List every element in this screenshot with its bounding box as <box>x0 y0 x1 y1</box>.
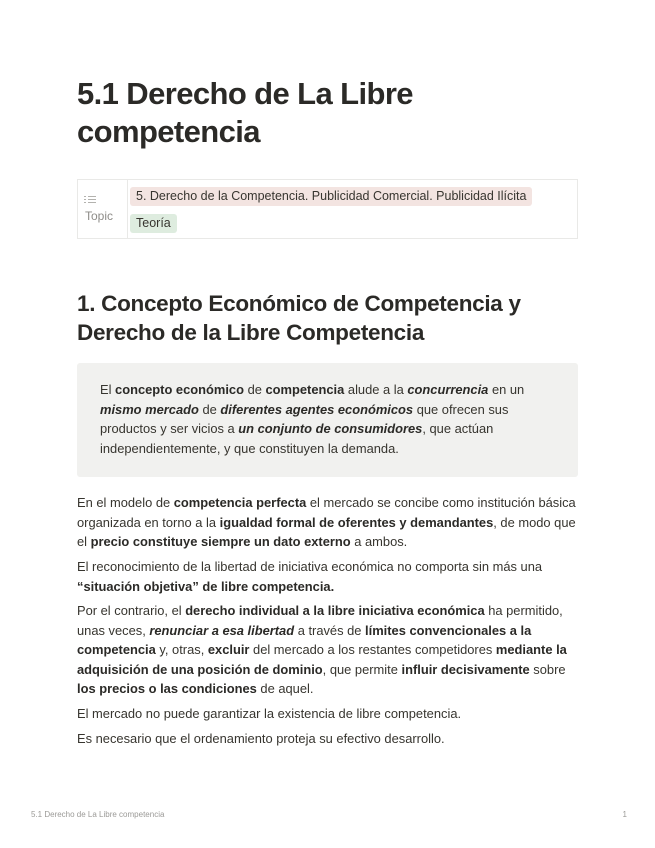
paragraph-competencia-perfecta: En el modelo de competencia perfecta el mercado se concibe como institución básica organizada en torno a la igualdad formal de oferentes y demandantes, de modo que el precio constituye siempre un dato externo a ambos. <box>77 495 576 549</box>
footer-title: 5.1 Derecho de La Libre competencia <box>31 810 165 819</box>
page-title: 5.1 Derecho de La Libre competencia <box>77 76 413 149</box>
property-label: Topic <box>85 209 114 223</box>
topic-tag-type[interactable]: Teoría <box>130 214 177 233</box>
property-key-topic <box>78 180 128 238</box>
page-number: 1 <box>622 810 627 819</box>
callout-block <box>77 363 578 477</box>
list-icon <box>84 196 96 206</box>
topic-tag-chapter[interactable]: 5. Derecho de la Competencia. Publicidad Comercial. Publicidad Ilícita <box>130 187 532 206</box>
callout-text: El concepto económico de competencia alude a la concurrencia en un mismo mercado de diferentes agentes económicos que ofrecen sus productos y ser vicios a un conjunto de consumidores, que actúan independientemente, y que constituyen la demanda. <box>100 382 525 456</box>
paragraph-ordenamiento: Es necesario que el ordenamiento proteja su efectivo desarrollo. <box>77 731 445 746</box>
section-heading: 1. Concepto Económico de Competencia y Derecho de la Libre Competencia <box>77 291 521 345</box>
paragraph-por-el-contrario: Por el contrario, el derecho individual a la libre iniciativa económica ha permitido, unas veces, renunciar a esa libertad a través de límites convencionales a la competencia y, otras, excluir del mercado a los restantes competidores mediante la adquisición de una posición de dominio, que permite influir decisivamente sobre los precios o las condiciones de aquel. <box>77 603 567 696</box>
paragraph-mercado: El mercado no puede garantizar la existencia de libre competencia. <box>77 706 462 721</box>
property-table <box>77 179 578 239</box>
paragraph-reconocimiento: El reconocimiento de la libertad de iniciativa económica no comporta sin más una “situación objetiva” de libre competencia. <box>77 559 543 594</box>
